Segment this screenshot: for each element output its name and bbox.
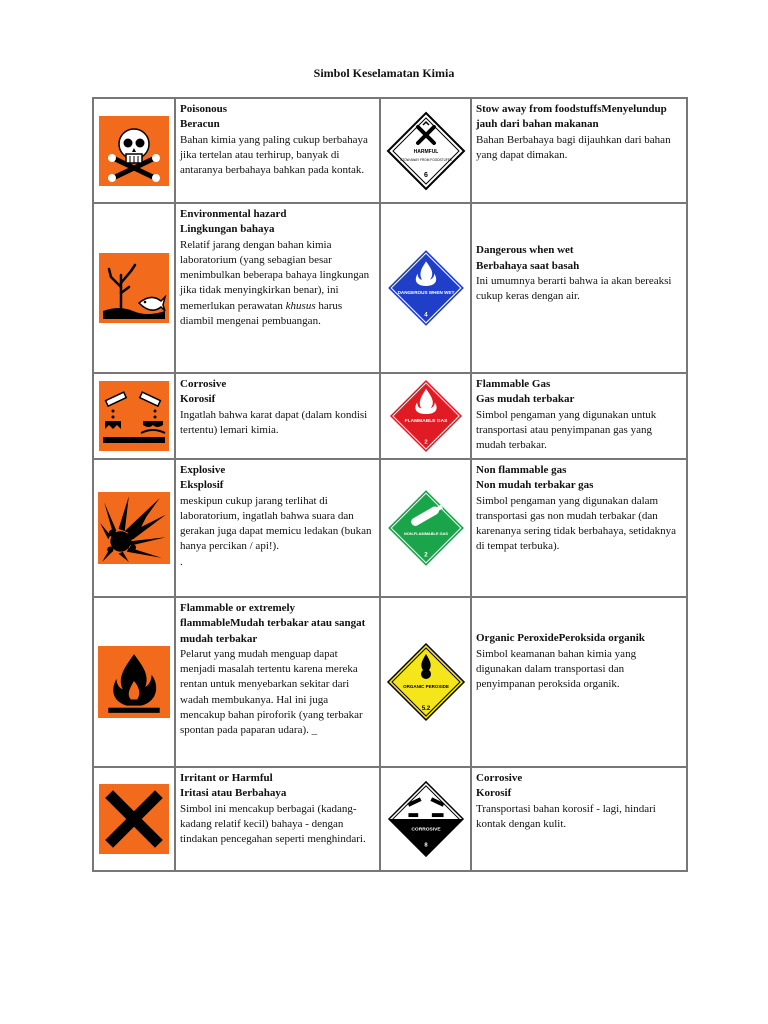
hazard-description-cell <box>471 98 687 203</box>
hazard-name-en: Corrosive <box>180 378 227 390</box>
hazard-description: Simbol ini mencakup berbagai (kadang-kadang relatif kecil) bahaya - dengan tindakan pencegahan seperti menghindari. <box>180 802 366 846</box>
table-row <box>93 203 687 373</box>
hazard-name-id: Iritasi atau Berbahaya <box>180 787 287 800</box>
icon-cell <box>93 373 175 459</box>
table-row <box>93 767 687 871</box>
explosive-icon <box>98 492 170 564</box>
hazard-name-en: Flammable Gas <box>476 378 551 390</box>
placard-cell <box>380 373 471 459</box>
hazard-name-en: Poisonous <box>180 103 228 115</box>
hazard-name-en: Stow away from foodstuffsMenyelundup jauh dari bahan makanan <box>476 103 667 131</box>
hazard-name-en: Dangerous when wet <box>476 244 574 257</box>
placard-class-number: 6 <box>423 171 428 179</box>
hazard-description-cell <box>471 597 687 767</box>
hazard-name-en: Explosive <box>180 464 226 476</box>
hazard-name-en: Irritant or Harmful <box>180 772 273 784</box>
hazard-name-id: Gas mudah terbakar <box>476 393 575 406</box>
description-part: harus diambil mengenai pembuangan. <box>180 299 343 328</box>
hazard-name-id: Non mudah terbakar gas <box>476 479 594 492</box>
hazard-name-en: Non flammable gas <box>476 464 567 476</box>
table-row <box>93 459 687 597</box>
corrosive-icon <box>99 381 169 451</box>
placard-cell <box>380 767 471 871</box>
description-emphasis: khusus <box>285 299 316 312</box>
placard-cell <box>380 459 471 597</box>
table-row <box>93 597 687 767</box>
hazard-name-id: Eksplosif <box>180 479 224 492</box>
trailing-mark: . <box>180 555 183 568</box>
hazard-name-en: Flammable or extremely flammableMudah terbakar atau sangat mudah terbakar <box>180 602 366 645</box>
icon-cell <box>93 98 175 203</box>
hazard-description-cell <box>471 459 687 597</box>
hazard-description: Simbol keamanan bahan kimia yang digunakan dalam transportasi dan penyimpanan peroksida organik. <box>476 647 637 691</box>
placard-class-number: 4 <box>423 311 428 319</box>
hazard-description-cell <box>471 203 687 373</box>
hazard-description-cell <box>471 767 687 871</box>
hazard-name-id: Lingkungan bahaya <box>180 223 275 236</box>
flammable-icon <box>98 646 170 718</box>
hazard-description: Transportasi bahan korosif - lagi, hindari kontak dengan kulit. <box>476 802 656 830</box>
placard-cell <box>380 203 471 373</box>
skull-crossbones-icon <box>99 116 169 186</box>
icon-cell <box>93 597 175 767</box>
placard-label: HARMFUL <box>413 148 438 155</box>
placard-cell <box>380 597 471 767</box>
hazard-name-id: Beracun <box>180 118 220 131</box>
placard-class-number: 2 <box>423 439 428 446</box>
hazard-description: Ingatlah bahwa karat dapat (dalam kondisi tertentu) lemari kimia. <box>180 408 368 436</box>
hazard-name-en: Organic PeroxidePeroksida organik <box>476 632 645 645</box>
hazard-description: Simbol pengaman yang digunakan dalam transportasi gas non mudah terbakar (dan karenanya sering tidak berbahaya, setidaknya di tempat terbuka). <box>476 494 677 553</box>
hazard-description <box>180 238 375 330</box>
placard-class-number: 2 <box>423 551 428 559</box>
hazard-description-cell <box>471 373 687 459</box>
placard-class-number: 8 <box>423 842 428 849</box>
flammable-gas-placard-icon <box>387 377 465 455</box>
hazard-name-id: Berbahaya saat basah <box>476 259 580 272</box>
hazard-name-id: Korosif <box>476 787 512 800</box>
hazard-name-en: Corrosive <box>476 772 523 784</box>
table-row <box>93 98 687 203</box>
hazard-description: Simbol pengaman yang digunakan untuk transportasi atau penyimpanan gas yang mudah terbakar. <box>476 408 657 452</box>
hazard-description-cell <box>175 373 380 459</box>
hazard-description-cell <box>175 98 380 203</box>
corrosive-placard-icon <box>387 780 465 858</box>
hazard-description: Ini umumnya berarti bahwa ia akan bereaksi cukup keras dengan air. <box>476 275 672 303</box>
hazard-description: Bahan kimia yang paling cukup berbahaya jika tertelan atau terhirup, banyak di antaranya berbahaya bahkan pada kontak. <box>180 133 368 177</box>
icon-cell <box>93 459 175 597</box>
placard-label: DANGEROUS WHEN WET <box>397 290 454 296</box>
table-row <box>93 373 687 459</box>
irritant-x-icon <box>99 784 169 854</box>
dangerous-when-wet-placard-icon <box>385 247 467 329</box>
hazard-description: Pelarut yang mudah menguap dapat menjadi masalah tertentu karena mereka rentan untuk menyebarkan sekitar dari wadah membukanya. Hal ini juga mencakup bahan piroforik (yang terbakar spontan pada paparan udara). _ <box>180 647 363 737</box>
description-part: Relatif jarang dengan bahan kimia laboratorium (yang sebagian besar menimbulkan beberapa bahaya lingkungan jika tidak menyingkirkan benar), ini memerlukan perawatan <box>180 238 370 312</box>
icon-cell <box>93 767 175 871</box>
placard-class-number: 5.2 <box>421 706 430 712</box>
hazard-description-cell <box>175 597 380 767</box>
hazard-description-cell <box>175 767 380 871</box>
harmful-placard-icon <box>386 111 466 191</box>
hazard-name-id: Korosif <box>180 393 216 406</box>
hazard-symbols-table <box>92 97 688 872</box>
non-flammable-gas-placard-icon <box>385 487 467 569</box>
hazard-description-cell <box>175 459 380 597</box>
hazard-description: Bahan Berbahaya bagi dijauhkan dari bahan yang dapat dimakan. <box>476 133 671 161</box>
placard-label: ORGANIC PEROXIDE <box>402 684 449 689</box>
placard-label: FLAMMABLE GAS <box>404 418 447 424</box>
organic-peroxide-placard-icon <box>386 642 466 722</box>
hazard-description: meskipun cukup jarang terlihat di laboratorium, ingatlah bahwa suara dan gerakan juga dapat memicu ledakan (bukan hanya percikan / api!). <box>180 494 372 553</box>
placard-sublabel: STOW AWAY FROM FOODSTUFFS <box>399 157 452 162</box>
placard-cell <box>380 98 471 203</box>
hazard-description-cell <box>175 203 380 373</box>
placard-label: CORROSIVE <box>410 827 441 833</box>
placard-label: NON-FLAMMABLE GAS <box>403 531 448 537</box>
environmental-hazard-icon <box>99 253 169 323</box>
page-title: Simbol Keselamatan Kimia <box>313 66 455 80</box>
icon-cell <box>93 203 175 373</box>
hazard-name-en: Environmental hazard <box>180 208 287 220</box>
